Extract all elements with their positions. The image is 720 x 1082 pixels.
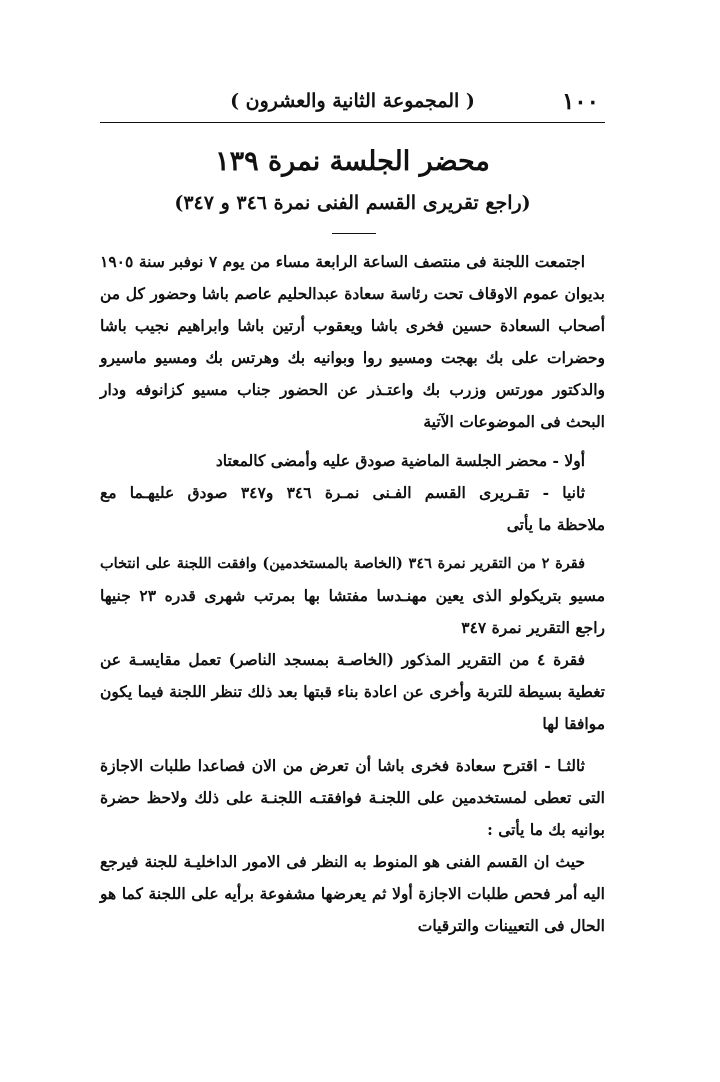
paragraph-clause-2 — [100, 548, 605, 644]
running-head: ( المجموعة الثانية والعشرون ) — [230, 90, 475, 112]
text-line: ملاحظة ما يأتى — [506, 515, 605, 534]
document-title: محضر الجلسة نمرة ١٣٩ — [215, 146, 490, 177]
text-line: التى تعطى لمستخدمين على اللجنـة فوافقتـه اللجنـة على ذلك ولاحظ حضرة — [100, 788, 605, 807]
minutes-body — [100, 246, 605, 942]
text-line: وحضرات على بك بهجت ومسيو روا وبوانيه بك وهرتس بك ومسيو ماسيرو — [100, 348, 605, 367]
text-line: اجتمعت اللجنة فى منتصف الساعة الرابعة مساء من يوم ٧ نوفبر سنة ١٩٠٥ — [100, 252, 586, 271]
paragraph-item-first — [100, 445, 605, 477]
paragraph-item-third — [100, 750, 605, 846]
text-line: ثانيا - تقـريرى القسم الفـنى نمـرة ٣٤٦ و٣٤٧ صودق عليهـما مع — [100, 483, 586, 502]
text-line: موافقا لها — [542, 714, 605, 733]
text-line: تغطية بسيطة للتربة وأخرى عن اعادة بناء قبتها بعد ذلك تنظر اللجنة فيما يكون — [100, 682, 605, 701]
paragraph-clause-4 — [100, 644, 605, 740]
title-divider — [332, 233, 376, 234]
text-line: أصحاب السعادة حسين فخرى باشا ويعقوب أرتين باشا وابراهيم نجيب باشا — [100, 316, 605, 335]
text-line: حيث ان القسم الفنى هو المنوط به النظر فى الامور الداخليـة للجنة فيرجع — [100, 852, 585, 871]
text-line: بوانيه بك ما يأتى : — [487, 820, 605, 839]
text-line: فقرة ٤ من التقرير المذكور (الخاصـة بمسجد الناصر) تعمل مقايسـة عن — [100, 650, 585, 669]
paragraph-meeting-opening — [100, 246, 605, 438]
text-line: راجع التقرير نمرة ٣٤٧ — [461, 618, 605, 637]
page-header — [100, 86, 605, 123]
paragraph-remark — [100, 846, 605, 942]
text-line: اليه أمر فحص طلبات الاجازة أولا ثم يعرضها مشفوعة برأيه على اللجنة كما هو — [100, 884, 605, 903]
document-subtitle: (راجع تقريرى القسم الفنى نمرة ٣٤٦ و ٣٤٧) — [174, 192, 531, 214]
text-line: والدكتور مورتس وزرب بك واعتـذر عن الحضور جناب مسيو كزانوفه ودار — [100, 380, 605, 399]
text-line: ثالثـا - اقترح سعادة فخرى باشا أن تعرض من الان فصاعدا طلبات الاجازة — [100, 756, 585, 775]
text-line: البحث فى الموضوعات الآتية — [423, 412, 605, 431]
text-line: أولا - محضر الجلسة الماضية صودق عليه وأمضى كالمعتاد — [215, 451, 585, 470]
page-number: ١٠٠ — [561, 88, 599, 115]
text-line: بديوان عموم الاوقاف تحت رئاسة سعادة عبدالحليم عاصم باشا وحضور كل من — [100, 284, 605, 303]
text-line: فقرة ٢ من التقرير نمرة ٣٤٦ (الخاصة بالمستخدمين) وافقت اللجنة على انتخاب — [100, 555, 585, 572]
text-line: الحال فى التعيينات والترقيات — [417, 916, 605, 935]
text-line: مسيو بتريكولو الذى يعين مهنـدسا مفتشا بها بمرتب شهرى قدره ٢٣ جنيها — [100, 586, 605, 605]
paragraph-item-second — [100, 477, 605, 541]
